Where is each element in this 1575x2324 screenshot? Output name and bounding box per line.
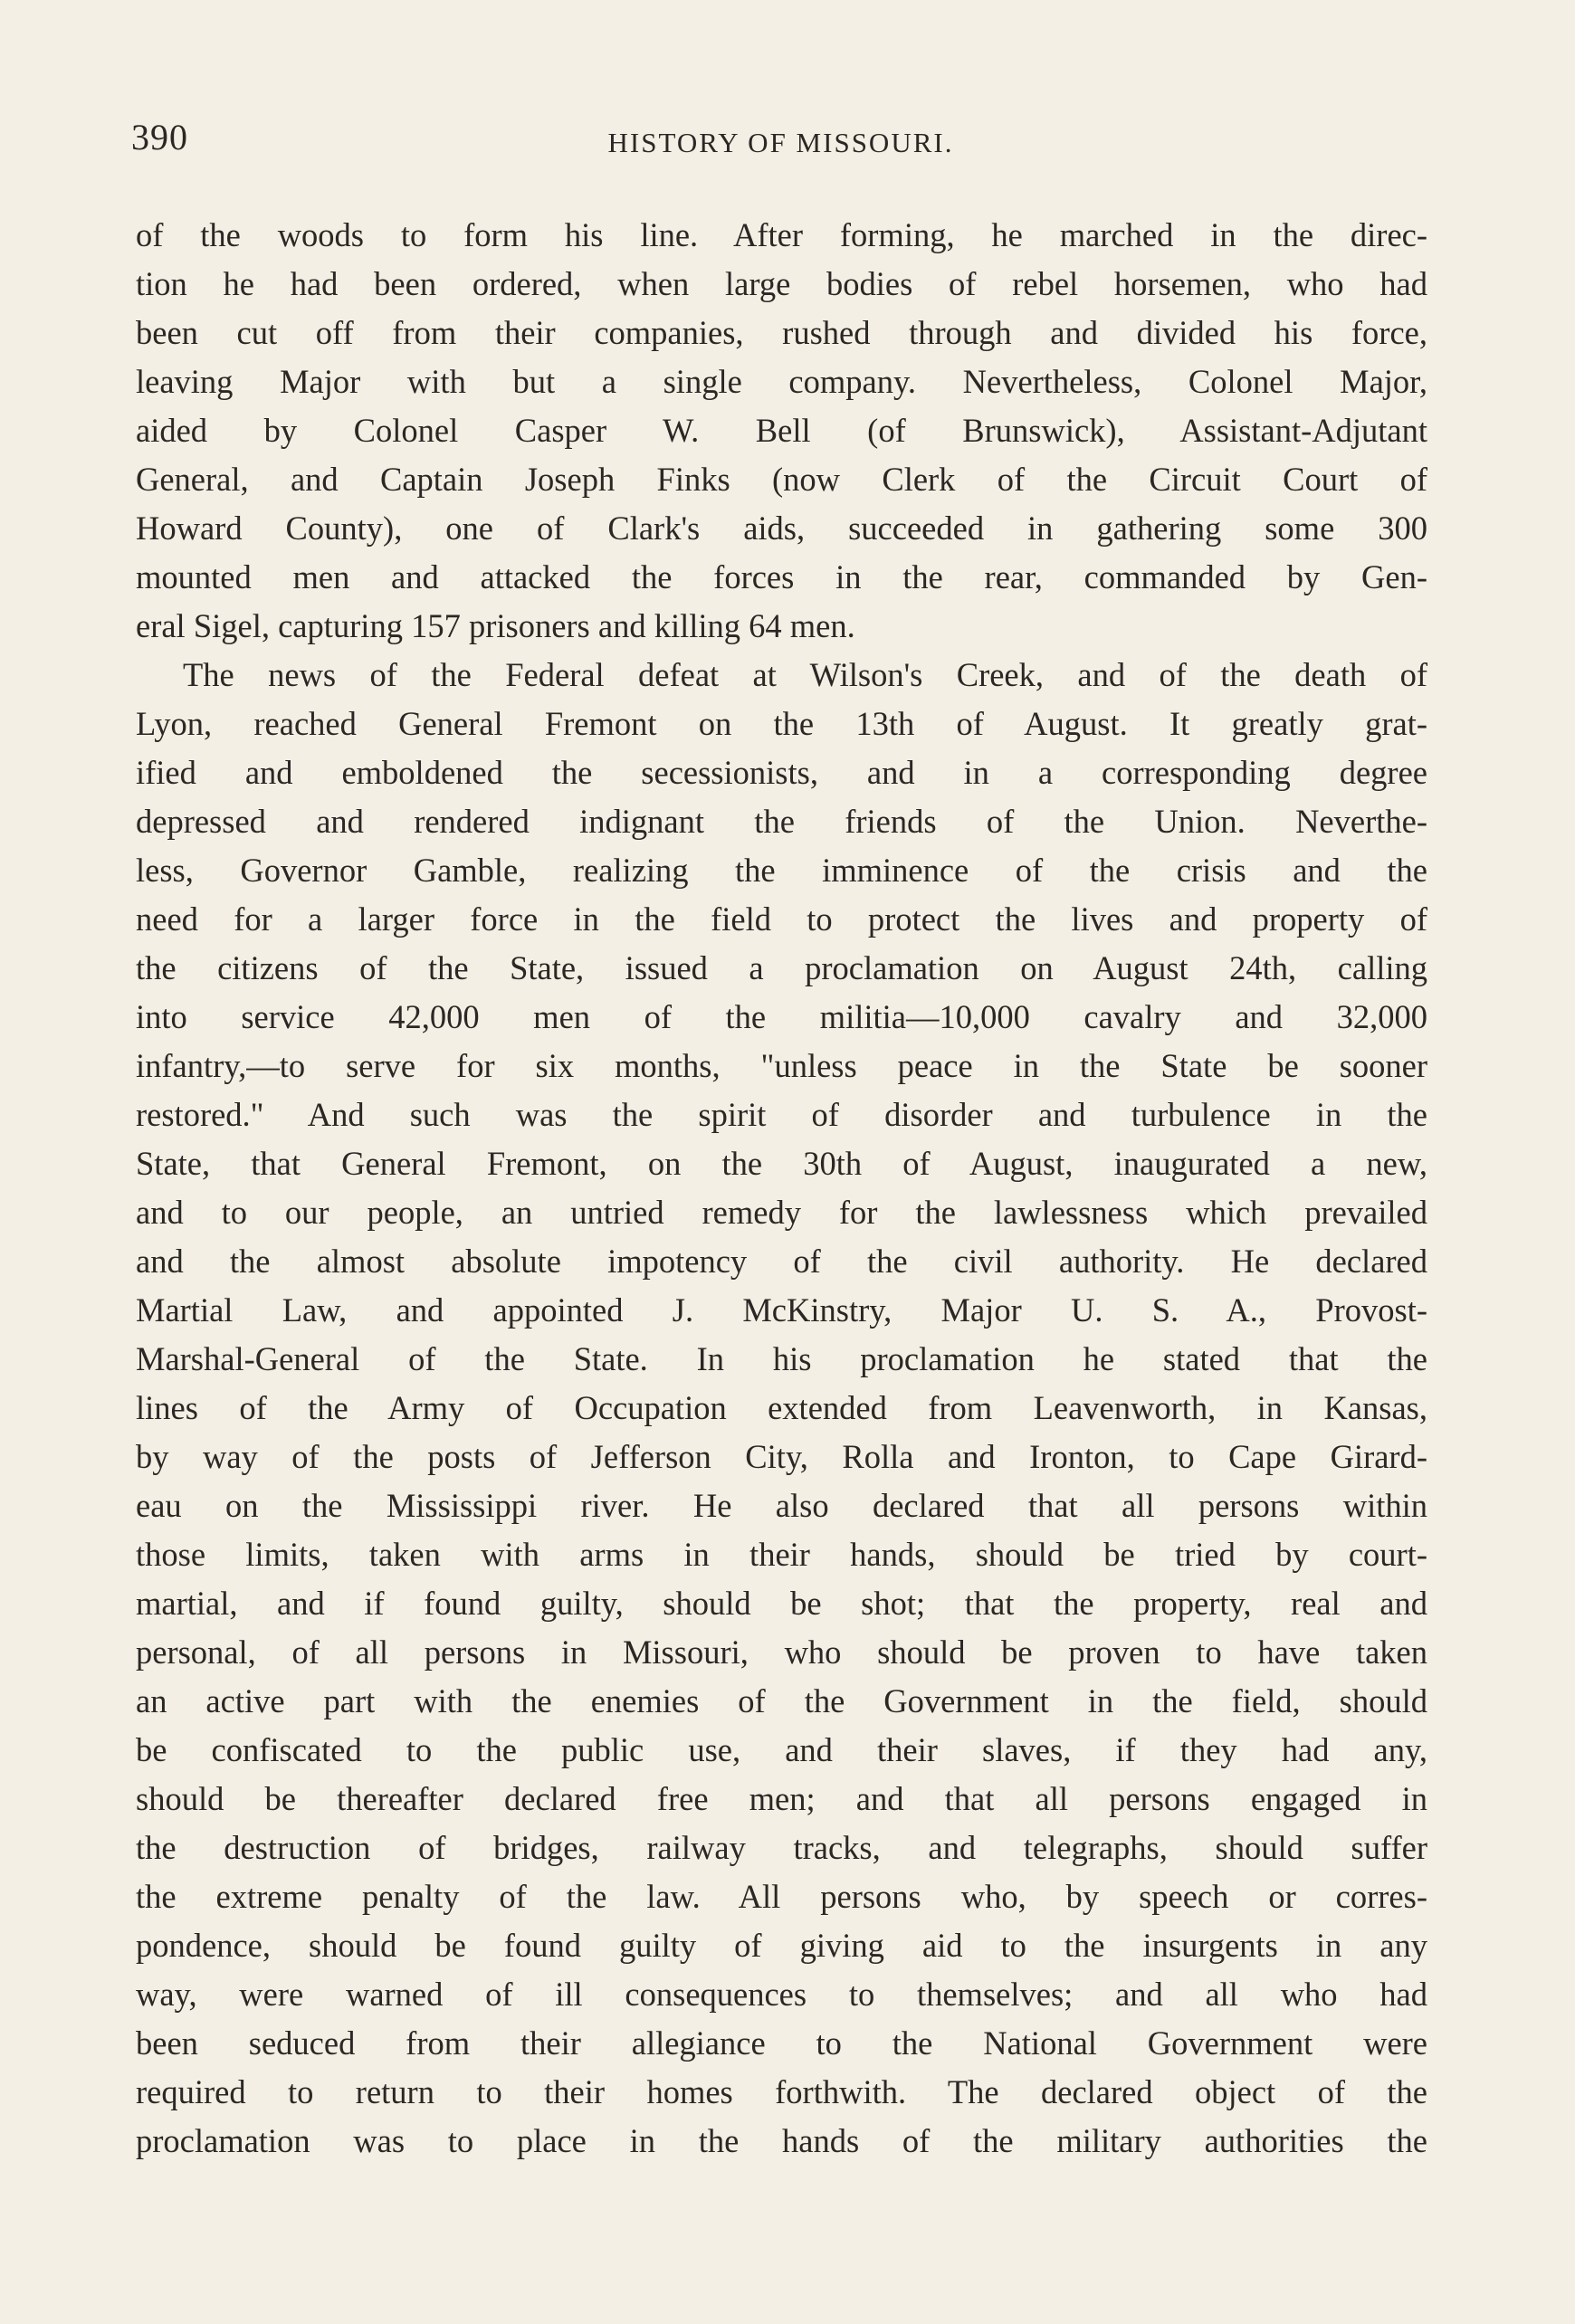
text-line: aided by Colonel Casper W. Bell (of Brunswick), Assistant-Adjutant (136, 412, 1427, 449)
text-line: depressed and rendered indignant the friends of the Union. Neverthe- (136, 803, 1427, 840)
text-line: infantry,—to serve for six months, "unless peace in the State be sooner (136, 1047, 1427, 1084)
text-line: an active part with the enemies of the Government in the field, should (136, 1682, 1427, 1719)
text-line: been cut off from their companies, rushed through and divided his force, (136, 314, 1427, 351)
text-line: need for a larger force in the field to protect the lives and property of (136, 900, 1427, 938)
text-line: be confiscated to the public use, and their slaves, if they had any, (136, 1731, 1427, 1768)
text-line: of the woods to form his line. After forming, he marched in the direc- (136, 216, 1427, 253)
text-line: personal, of all persons in Missouri, who should be proven to have taken (136, 1633, 1427, 1671)
text-line: and the almost absolute impotency of the civil authority. He declared (136, 1243, 1427, 1280)
text-line: martial, and if found guilty, should be shot; that the property, real and (136, 1585, 1427, 1622)
text-line: the destruction of bridges, railway tracks, and telegraphs, should suffer (136, 1829, 1427, 1866)
paragraph-2 (136, 651, 1427, 2166)
text-line: Lyon, reached General Fremont on the 13th of August. It greatly grat- (136, 705, 1427, 742)
text-line: less, Governor Gamble, realizing the imminence of the crisis and the (136, 852, 1427, 889)
text-line: eau on the Mississippi river. He also declared that all persons within (136, 1487, 1427, 1524)
text-line: lines of the Army of Occupation extended from Leavenworth, in Kansas, (136, 1389, 1427, 1426)
text-line: State, that General Fremont, on the 30th of August, inaugurated a new, (136, 1145, 1427, 1182)
text-line: way, were warned of ill consequences to themselves; and all who had (136, 1976, 1427, 2013)
text-line: Marshal-General of the State. In his proclamation he stated that the (136, 1340, 1427, 1377)
text-line: those limits, taken with arms in their hands, should be tried by court- (136, 1536, 1427, 1573)
text-line: restored." And such was the spirit of disorder and turbulence in the (136, 1096, 1427, 1133)
text-line: Martial Law, and appointed J. McKinstry, Major U. S. A., Provost- (136, 1291, 1427, 1329)
text-line: into service 42,000 men of the militia—10,000 cavalry and 32,000 (136, 998, 1427, 1035)
text-line: leaving Major with but a single company. Nevertheless, Colonel Major, (136, 363, 1427, 400)
text-line: proclamation was to place in the hands of the military authorities the (136, 2122, 1427, 2159)
text-line: the citizens of the State, issued a proclamation on August 24th, calling (136, 949, 1427, 986)
text-line: mounted men and attacked the forces in the rear, commanded by Gen- (136, 558, 1427, 595)
text-line: pondence, should be found guilty of giving aid to the insurgents in any (136, 1927, 1427, 1964)
paragraph-1 (136, 211, 1427, 651)
text-line: and to our people, an untried remedy for the lawlessness which prevailed (136, 1194, 1427, 1231)
text-line: by way of the posts of Jefferson City, Rolla and Ironton, to Cape Girard- (136, 1438, 1427, 1475)
running-head: HISTORY OF MISSOURI. (607, 127, 954, 158)
text-line: eral Sigel, capturing 157 prisoners and killing 64 men. (136, 607, 855, 644)
text-line: should be thereafter declared free men; and that all persons engaged in (136, 1780, 1427, 1817)
text-line: required to return to their homes forthwith. The declared object of the (136, 2073, 1427, 2110)
page-header (131, 116, 1430, 170)
text-line: been seduced from their allegiance to the National Government were (136, 2024, 1427, 2062)
body-text (136, 211, 1427, 2166)
text-line: the extreme penalty of the law. All persons who, by speech or corres- (136, 1878, 1427, 1915)
text-line: tion he had been ordered, when large bodies of rebel horsemen, who had (136, 265, 1427, 302)
text-line: ified and emboldened the secessionists, and in a corresponding degree (136, 754, 1427, 791)
text-line: General, and Captain Joseph Finks (now Clerk of the Circuit Court of (136, 461, 1427, 498)
page-number: 390 (131, 117, 188, 157)
text-line: The news of the Federal defeat at Wilson's Creek, and of the death of (183, 656, 1427, 693)
text-line: Howard County), one of Clark's aids, succeeded in gathering some 300 (136, 510, 1427, 547)
